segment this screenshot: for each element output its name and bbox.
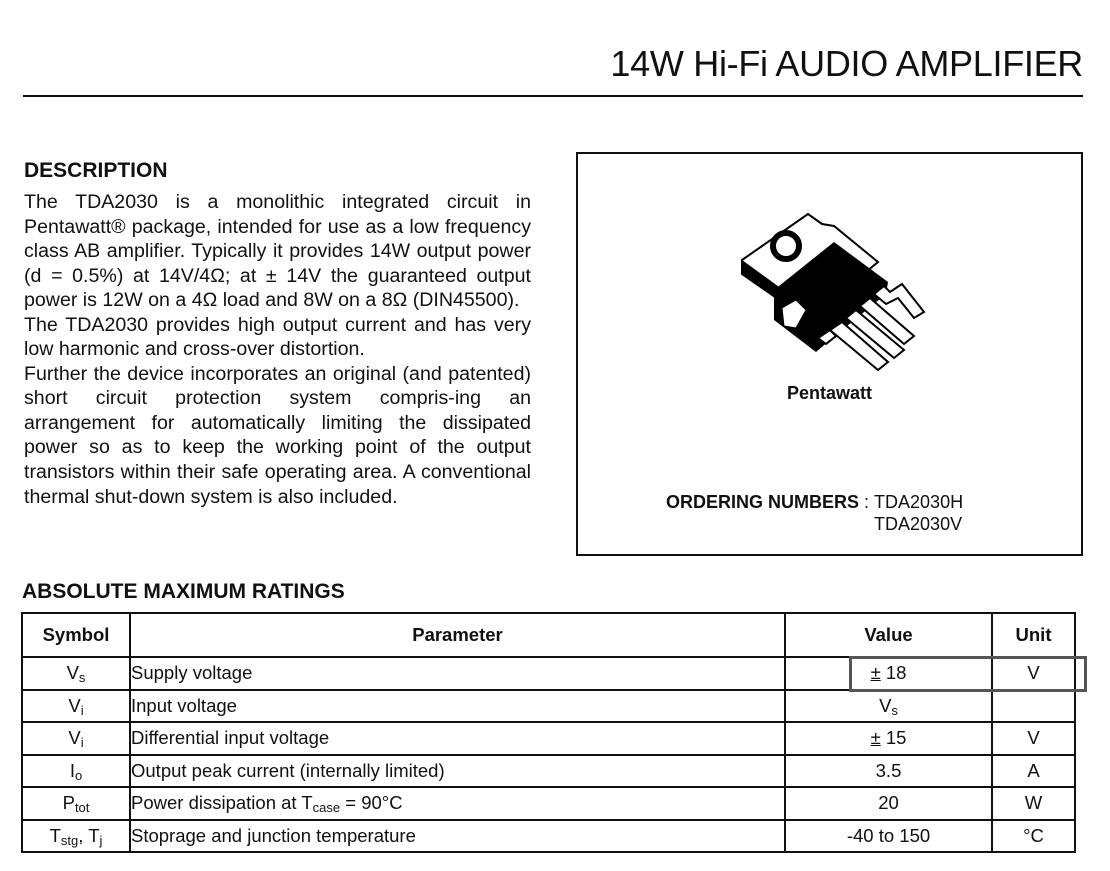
symbol: T — [49, 824, 61, 846]
symbol-cell — [22, 722, 130, 755]
ordering-separator: : — [859, 492, 875, 512]
symbol-tail: , T — [78, 824, 100, 846]
table-row — [22, 755, 1075, 788]
pentawatt-package-image — [738, 212, 928, 372]
value: V — [879, 694, 892, 716]
column-header-parameter: Parameter — [130, 613, 785, 657]
symbol-tail-subscript: j — [99, 832, 103, 848]
symbol-cell — [22, 820, 130, 853]
symbol: V — [66, 662, 79, 684]
parameter: Stoprage and junction temperature — [131, 824, 416, 846]
table-row — [22, 820, 1075, 853]
unit-cell: V — [992, 657, 1075, 690]
title-rule — [23, 95, 1083, 97]
symbol-subscript: tot — [74, 800, 90, 816]
document-title: 14W Hi-Fi AUDIO AMPLIFIER — [610, 43, 1083, 84]
unit-cell: V — [992, 722, 1075, 755]
parameter-cell — [130, 722, 785, 755]
parameter: Differential input voltage — [131, 727, 330, 749]
ordering-label: ORDERING NUMBERS — [666, 492, 860, 512]
parameter-tail: = 90°C — [340, 792, 403, 814]
symbol: P — [62, 792, 75, 814]
parameter-cell — [130, 787, 785, 820]
ordering-number: TDA2030H — [874, 492, 964, 512]
description-heading: DESCRIPTION — [24, 159, 168, 182]
column-header-symbol: Symbol — [22, 613, 130, 657]
value-cell — [785, 690, 992, 723]
value-cell — [785, 755, 992, 788]
parameter-subscript: case — [312, 800, 341, 816]
unit-cell: °C — [992, 820, 1075, 853]
ordering-numbers — [666, 491, 963, 535]
package-name: Pentawatt — [786, 383, 873, 403]
description-paragraph: The TDA2030 is a monolithic integrated circuit in Pentawatt® package, intended for use as a low frequency class AB amplifier. Typically it provides 14W output power (d = 0.5%) at 14V/4Ω; at ± 14V the guaranteed output power is 12W on a 4Ω load and 8W on a 8Ω (DIN45500). — [24, 191, 531, 312]
table-row — [22, 657, 1075, 690]
ordering-number-list — [874, 491, 963, 535]
symbol-cell — [22, 657, 130, 690]
symbol-subscript: i — [80, 702, 84, 718]
ratings-heading: ABSOLUTE MAXIMUM RATINGS — [22, 580, 345, 603]
symbol-subscript: s — [78, 670, 86, 686]
table-row — [22, 690, 1075, 723]
value: 3.5 — [875, 759, 902, 781]
parameter: Power dissipation at T — [131, 792, 313, 814]
parameter: Output peak current (internally limited) — [131, 759, 445, 781]
parameter-cell — [130, 820, 785, 853]
symbol-cell — [22, 787, 130, 820]
plus-minus: ± — [870, 662, 881, 684]
parameter: Supply voltage — [131, 662, 253, 684]
ordering-number: TDA2030V — [874, 514, 963, 534]
plus-minus: ± — [870, 727, 881, 749]
symbol-cell — [22, 755, 130, 788]
parameter-cell — [130, 755, 785, 788]
value: 15 — [880, 727, 907, 749]
unit-cell: W — [992, 787, 1075, 820]
unit-cell: A — [992, 755, 1075, 788]
symbol: V — [68, 727, 81, 749]
package-box — [576, 152, 1083, 556]
value: 20 — [878, 792, 899, 814]
table-header-row — [22, 613, 1075, 657]
parameter-cell — [130, 657, 785, 690]
value-cell — [785, 820, 992, 853]
description-paragraph: Further the device incorporates an original (and patented) short circuit protection system compris-ing an arrangement for automatically limiting the dissipated power so as to keep the working point of the output transistors within their safe operating area. A conventional thermal shut-down system is also included. — [24, 362, 531, 508]
column-header-value: Value — [785, 613, 992, 657]
symbol-subscript: o — [74, 767, 83, 783]
unit-cell — [992, 690, 1075, 723]
column-header-unit: Unit — [992, 613, 1075, 657]
table-row — [22, 787, 1075, 820]
parameter-cell — [130, 690, 785, 723]
table-row — [22, 722, 1075, 755]
value: -40 to 150 — [846, 824, 931, 846]
description-paragraph: The TDA2030 provides high output current and has very low harmonic and cross-over distortion. — [24, 313, 531, 361]
value-subscript: s — [891, 702, 898, 718]
value-cell — [785, 787, 992, 820]
value-cell — [785, 722, 992, 755]
symbol-cell — [22, 690, 130, 723]
value-cell — [785, 657, 992, 690]
parameter: Input voltage — [131, 694, 237, 716]
symbol-subscript: stg — [60, 832, 79, 848]
symbol: I — [69, 759, 75, 781]
description-body — [24, 190, 531, 509]
symbol-subscript: i — [80, 735, 84, 751]
ratings-table — [21, 612, 1076, 853]
symbol: V — [68, 694, 81, 716]
value: 18 — [880, 662, 907, 684]
